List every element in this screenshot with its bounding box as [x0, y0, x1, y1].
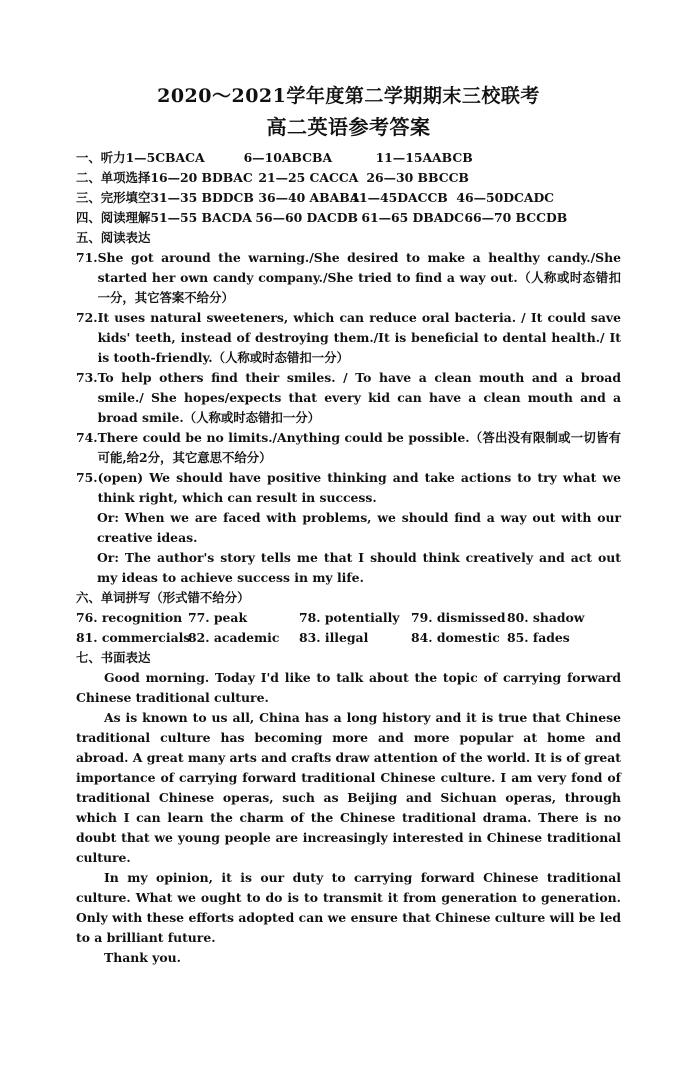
listening-answers — [76, 148, 621, 168]
answer-74-text: There could be no limits./Anything could be possible.（答出没有限制或一切皆有可能,给2分，其它意思不给分） — [97, 430, 621, 465]
answer-72 — [76, 308, 621, 368]
essay-paragraph-2: As is known to us all, China has a long history and it is true that Chinese traditional culture has becoming more and more popular at home and abroad. A great many arts and crafts draw attention of the world. It is of great importance of carrying forward traditional Chinese culture. I am very fond of traditional Chinese operas, such as Beijing and Sichuan operas, through which I can learn the charm of the Chinese traditional drama. There is no doubt that we young people are increasingly interested in Chinese traditional culture. — [76, 710, 622, 865]
essay — [76, 668, 621, 968]
vocab-84: 84. domestic — [411, 630, 500, 645]
vocab-85: 85. fades — [507, 630, 570, 645]
reading-a: 51—55 BACDA — [150, 210, 252, 225]
vocab-81: 81. commercials — [76, 630, 191, 645]
vocab-77: 77. peak — [188, 610, 248, 625]
cloze-answers — [76, 188, 621, 208]
reading-b: 56—60 DACDB — [255, 210, 358, 225]
answer-71-number: 71. — [76, 250, 98, 265]
answer-73-number: 73. — [76, 370, 98, 385]
vocab-row-1 — [76, 608, 621, 628]
writing-heading: 七、书面表达 — [76, 650, 151, 665]
cloze-d: 46—50DCADC — [456, 190, 555, 205]
answer-73 — [76, 368, 621, 428]
reading-c: 61—65 DBADC — [361, 210, 464, 225]
answer-75-alt-1: Or: When we are faced with problems, we should find a way out with our creative ideas. — [97, 510, 621, 545]
answer-sheet-page — [0, 84, 696, 1067]
grammar-c: 26—30 BBCCB — [366, 170, 469, 185]
listening-c: 11—15AABCB — [375, 150, 473, 165]
vocab-82: 82. academic — [188, 630, 280, 645]
reading-answers — [76, 208, 621, 228]
cloze-label: 三、完形填空 — [76, 190, 151, 205]
expression-heading: 五、阅读表达 — [76, 230, 151, 245]
answer-73-text: To help others find their smiles. / To have a clean mouth and a broad smile./ She hopes/expects that every kid can have a clean mouth and a broad smile.（人称或时态错扣一分） — [97, 370, 621, 425]
essay-closing: Thank you. — [104, 950, 181, 965]
answer-body — [76, 148, 621, 968]
cloze-b: 36—40 ABABA — [258, 190, 360, 205]
answer-75-alt-2: Or: The author's story tells me that I should think creatively and act out my ideas to achieve success in my life. — [97, 550, 621, 585]
vocab-79: 79. dismissed — [411, 610, 506, 625]
grammar-b: 21—25 CACCA — [258, 170, 359, 185]
essay-paragraph-1: Good morning. Today I'd like to talk about the topic of carrying forward Chinese traditional culture. — [76, 670, 621, 705]
answer-71-text: She got around the warning./She desired to make a healthy candy./She started her own candy company./She tried to find a way out.（人称或时态错扣一分，其它答案不给分） — [97, 250, 621, 305]
listening-b: 6—10ABCBA — [243, 150, 333, 165]
cloze-a: 31—35 BDDCB — [150, 190, 254, 205]
spelling-heading: 六、单词拼写（形式错不给分） — [76, 590, 250, 605]
page-title: 2020～2021学年度第二学期期末三校联考 — [157, 85, 540, 107]
page-subtitle: 高二英语参考答案 — [266, 115, 431, 139]
grammar-label: 二、单项选择 — [76, 170, 151, 185]
vocab-76: 76. recognition — [76, 610, 183, 625]
listening-label: 一、听力 — [76, 150, 126, 165]
grammar-a: 16—20 BDBAC — [150, 170, 253, 185]
vocab-78: 78. potentially — [299, 610, 400, 625]
essay-paragraph-3: In my opinion, it is our duty to carrying forward Chinese traditional culture. What we ought to do is to transmit it from generation to generation. Only with these efforts adopted can we ensure that Chinese culture will be led to a brilliant future. — [76, 870, 621, 945]
listening-a: 1—5CBACA — [125, 150, 205, 165]
answer-72-number: 72. — [76, 310, 98, 325]
cloze-c: 41—45DACCB — [350, 190, 448, 205]
answer-75-text: (open) We should have positive thinking and take actions to try what we think right, which can result in success. — [97, 470, 621, 505]
reading-label: 四、阅读理解 — [76, 210, 151, 225]
vocab-row-2 — [76, 628, 621, 648]
grammar-answers — [76, 168, 621, 188]
answer-74 — [76, 428, 621, 468]
answer-71 — [76, 248, 621, 308]
vocab-80: 80. shadow — [507, 610, 585, 625]
answer-74-number: 74. — [76, 430, 98, 445]
vocab-83: 83. illegal — [299, 630, 369, 645]
answer-75 — [76, 468, 621, 508]
reading-d: 66—70 BCCDB — [464, 210, 568, 225]
answer-75-number: 75. — [76, 470, 98, 485]
answer-72-text: It uses natural sweeteners, which can reduce oral bacteria. / It could save kids' teeth, instead of destroying them./It is beneficial to dental health./ It is tooth-friendly.（人称或时态错扣一分） — [97, 310, 621, 365]
